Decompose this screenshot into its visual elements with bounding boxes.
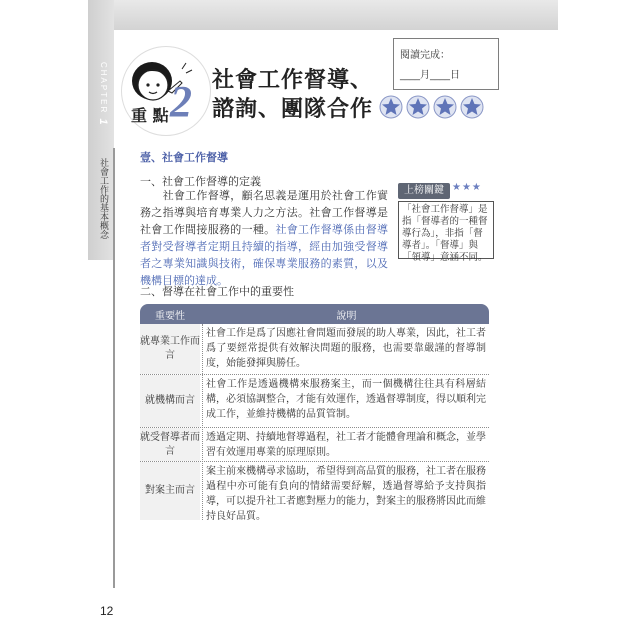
definition-plain-text: 社會工作督導，顧名思義是運用於社會工作實務之指導與培育專業人力之方法。社會工作督導是社會工作間接服務的一種。 bbox=[140, 189, 389, 236]
row-aspect: 就機構而言 bbox=[140, 375, 200, 427]
definition-highlight-text: 社會工作督導係由督導者對受督導者定期且持續的指導，經由加強受督導者之專業知識與技術，確保專業服務的素質，以及機構目標的達成。 bbox=[140, 223, 389, 287]
table-row bbox=[140, 462, 489, 520]
reading-label: 閱讀完成： bbox=[400, 50, 450, 61]
key-point-note: 「社會工作督導」是指「督導者的一種督導行為」，非指「督導者」。「督導」與「領導」意涵不同。 bbox=[398, 201, 494, 259]
section-heading: 壹、社會工作督導 bbox=[140, 151, 228, 164]
reading-date-line: ____月____日 bbox=[400, 70, 460, 81]
row-description: 案主前來機構尋求協助，希望得到高品質的服務，社工者在服務過程中亦可能有負向的情緒需要紓解，透過督導給予支持與指導，可以提升社工者應對壓力的能力，對案主的服務將因此而維持良好品質。 bbox=[206, 466, 486, 522]
key-point-stars: ★★★ bbox=[452, 182, 482, 193]
side-chapter-title: 社會工作的基本概念 bbox=[98, 158, 108, 239]
subsection-definition: 一、社會工作督導的定義 bbox=[140, 175, 261, 188]
key-point-tag: 上榜關鍵 bbox=[398, 183, 450, 199]
key-label: 重 點 bbox=[131, 106, 169, 125]
star-badge-icon bbox=[407, 96, 429, 118]
row-aspect: 對案主而言 bbox=[140, 462, 200, 520]
definition-paragraph bbox=[140, 187, 388, 289]
row-description: 社會工作是爲了因應社會問題而發展的助人專業，因此，社工者爲了要經常提供有效解決問題的服務，也需要靠嚴謹的督導制度，始能發揮與勝任。 bbox=[206, 328, 486, 369]
spine-divider bbox=[113, 148, 115, 588]
star-badge-icon bbox=[434, 96, 456, 118]
chapter-word: CHAPTER bbox=[99, 62, 108, 115]
row-aspect: 就專業工作而言 bbox=[140, 324, 200, 374]
row-description: 透過定期、持續地督導過程，社工者才能體會理論和概念，並學習有效運用專業的原理原則。 bbox=[206, 432, 486, 458]
difficulty-stars bbox=[378, 94, 488, 120]
table-row bbox=[140, 375, 489, 428]
table-header bbox=[140, 304, 489, 324]
table-row bbox=[140, 428, 489, 462]
table-header-description: 說明 bbox=[336, 311, 357, 322]
table-row bbox=[140, 324, 489, 375]
top-header-band bbox=[88, 0, 558, 30]
page-title-line2: 諮詢、團隊合作 bbox=[212, 97, 374, 122]
page-title-line1: 社會工作督導、 bbox=[212, 68, 374, 93]
row-aspect: 就受督導者而言 bbox=[140, 428, 200, 461]
importance-table bbox=[140, 304, 489, 520]
star-badge-icon bbox=[380, 96, 402, 118]
chapter-number: 1 bbox=[97, 118, 109, 127]
row-description: 社會工作是透過機構來服務案主，而一個機構往往具有科層結構，必須協調整合，才能有效運作，透過督導制度，得以順利完成工作，並維持機構的品質管制。 bbox=[206, 379, 486, 420]
page-number: 12 bbox=[100, 604, 114, 618]
chapter-label bbox=[93, 62, 109, 127]
star-badge-icon bbox=[461, 96, 483, 118]
key-number: 2 bbox=[170, 77, 192, 126]
table-header-aspect: 重要性 bbox=[155, 311, 185, 322]
reading-completion-card bbox=[393, 38, 499, 90]
subsection-importance: 二、督導在社會工作中的重要性 bbox=[140, 285, 294, 298]
